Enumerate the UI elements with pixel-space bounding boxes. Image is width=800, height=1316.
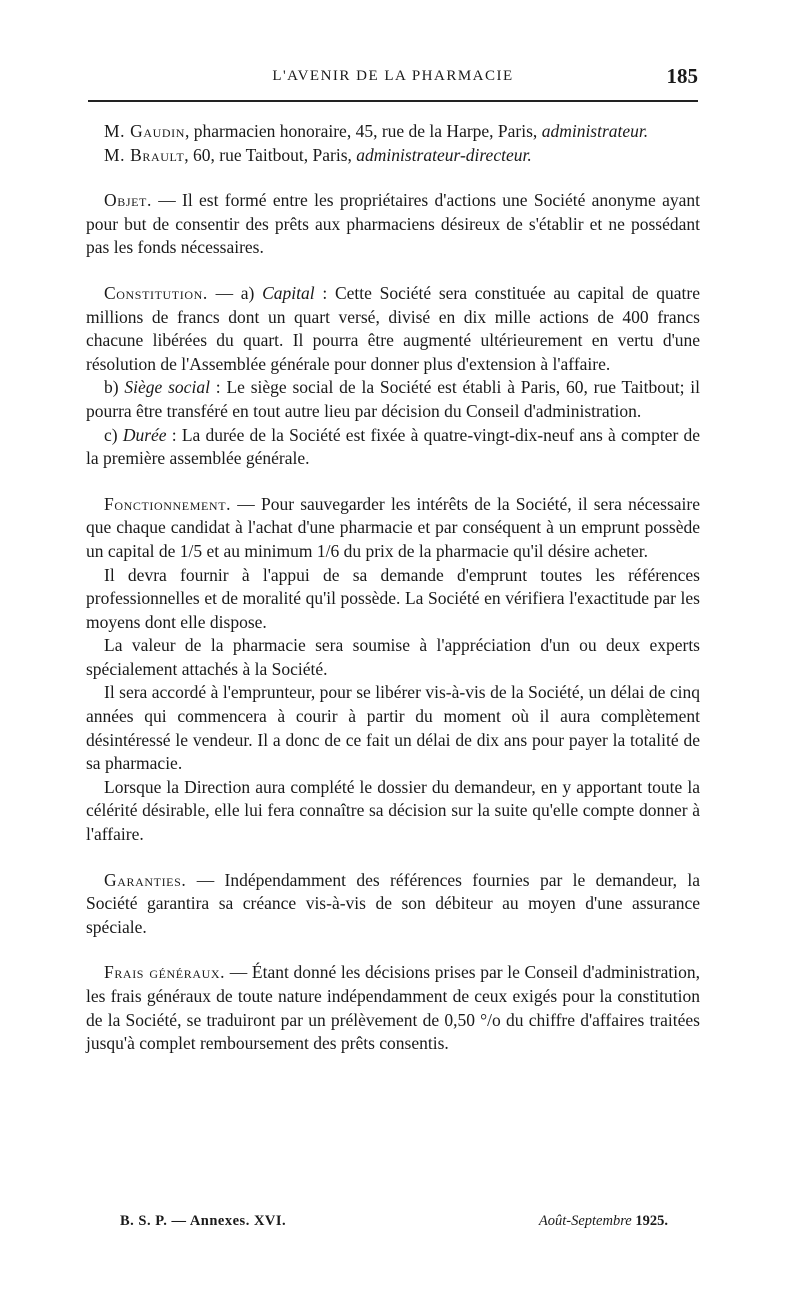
running-title: L'AVENIR DE LA PHARMACIE [272, 68, 514, 84]
section-frais [86, 961, 700, 1055]
item-label: Durée [122, 424, 167, 445]
member-text: , pharmacien honoraire, 45, rue de la Harpe, Paris, [185, 121, 542, 141]
page-footer [120, 1213, 668, 1235]
item-text: : Cette Société sera constituée au capital de quatre millions de francs dont un quart versé, divisé en dix mille actions de 400 francs chacune libérées du quart. Il pourra être augmenté ultérieurement en vertu d'une résolution de l'Assemblée générale pour donner plus d'extension à l'affaire. [86, 282, 700, 374]
section-text: — Il est formé entre les propriétaires d'actions une Société anonyme ayant pour but de consentir des prêts aux pharmaciens désireux de s'établir et ne possédant pas les fonds nécessaires. [86, 190, 700, 258]
page-number: 185 [666, 64, 698, 88]
header-rule [88, 100, 698, 102]
member-name: M. Gaudin [104, 121, 186, 141]
paragraph: La valeur de la pharmacie sera soumise à l'appréciation d'un ou deux experts spécialement attachés à la Société. [86, 635, 700, 679]
paragraph: Il sera accordé à l'emprunteur, pour se libérer vis-à-vis de la Société, un délai de cinq années qui commencera à courir à partir du moment où il aura complètement désintéressé le vendeur. Il a donc de ce fait un délai de dix ans pour payer la totalité de sa pharmacie. [86, 682, 700, 774]
item-label: Siège social [124, 377, 210, 398]
paragraph-text: — Pour sauvegarder les intérêts de la Société, il sera nécessaire que chaque candidat à l'achat d'une pharmacie et par conséquent à un emprunt possède un capital de 1/5 et au minimum 1/6 du prix de la pharmacie qu'il désire acheter. [86, 493, 700, 561]
paragraph: Il devra fournir à l'appui de sa demande d'emprunt toutes les références professionnelles et de moralité qu'il possède. La Société en vérifiera l'exactitude par les moyens dont elle dispose. [86, 564, 700, 632]
section-garanties [86, 869, 700, 940]
section-constitution [86, 282, 700, 471]
section-fonctionnement [86, 493, 700, 847]
item-text: : La durée de la Société est fixée à quatre-vingt-dix-neuf ans à compter de la première assemblée générale. [86, 424, 700, 469]
item-prefix: c) [104, 424, 123, 445]
item-label: Capital [262, 282, 315, 303]
member-role: administrateur-directeur. [356, 144, 532, 165]
footer-year: 1925. [635, 1213, 668, 1229]
page-header [88, 62, 698, 90]
footer-date [539, 1213, 668, 1230]
member-text: , 60, rue Taitbout, Paris, [184, 144, 357, 165]
item-prefix: b) [104, 377, 125, 398]
footer-reference: B. S. P. — Annexes. XVI. [120, 1213, 287, 1229]
section-objet [86, 189, 700, 260]
section-heading: Constitution. [104, 282, 208, 303]
paragraph: Lorsque la Direction aura complété le dossier du demandeur, en y apportant toute la célérité désirable, elle lui fera connaître sa décision sur la suite qu'elle compte donner à l'affaire. [86, 776, 700, 845]
member-gaudin [86, 120, 700, 144]
member-role: administrateur. [541, 121, 649, 141]
footer-month: Août-Septembre [538, 1213, 636, 1229]
section-heading: Frais généraux. [104, 962, 226, 983]
item-text: : Le siège social de la Société est établi à Paris, 60, rue Taitbout; il pourra être transféré en tout autre lieu par décision du Conseil d'administration. [86, 377, 701, 421]
item-prefix: — a) [207, 282, 263, 303]
section-text: — Indépendamment des références fournies par le demandeur, la Société garantira sa créance vis-à-vis de son débiteur au moyen d'une assurance spéciale. [86, 869, 700, 937]
section-heading: Objet. [104, 190, 152, 211]
section-heading: Garanties. [104, 869, 187, 890]
section-text: — Étant donné les décisions prises par le Conseil d'administration, les frais généraux de toute nature indépendamment de ceux exigés pour la constitution de la Société, se traduiront par un prélèvement de 0,50 °/o du chiffre d'affaires traitées jusqu'à complet remboursement des prêts consentis. [86, 962, 700, 1054]
document-body [86, 120, 700, 1056]
member-brault [86, 144, 700, 168]
section-heading: Fonctionnement. [104, 493, 232, 514]
member-name: M. Brault [104, 144, 185, 165]
